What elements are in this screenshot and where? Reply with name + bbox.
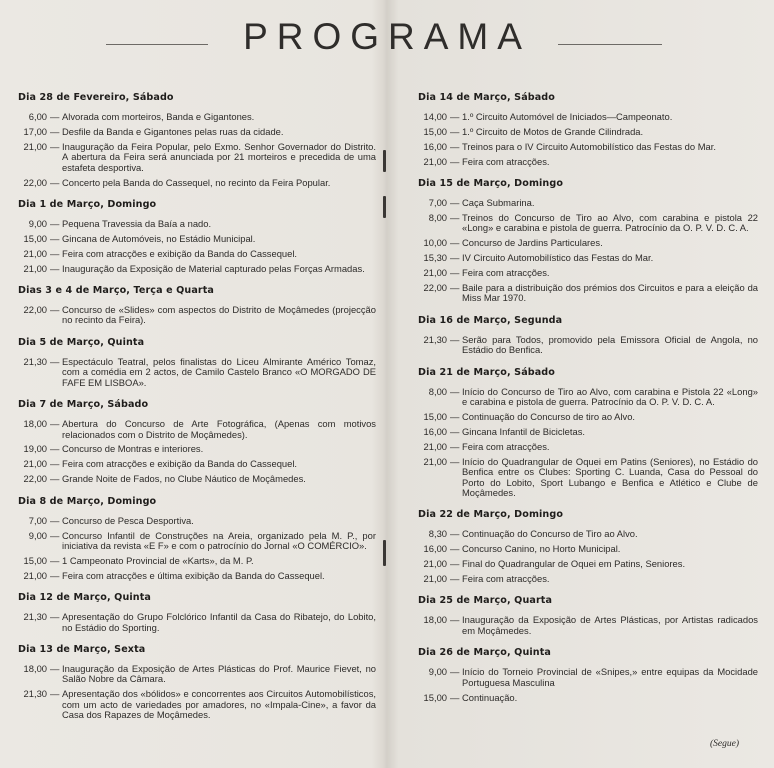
day-entries bbox=[18, 516, 376, 582]
schedule-entry bbox=[418, 574, 758, 584]
entry-time: 21,00 bbox=[23, 262, 47, 274]
entry-dash: — bbox=[50, 514, 60, 526]
schedule-entry bbox=[418, 387, 758, 408]
entry-time: 18,00 bbox=[423, 614, 447, 626]
entry-dash: — bbox=[50, 304, 60, 316]
day-heading: Dia 8 de Março, Domingo bbox=[18, 495, 157, 507]
entry-dash: — bbox=[50, 262, 60, 274]
entry-time: 8,00 bbox=[428, 385, 447, 397]
entry-time: 10,00 bbox=[423, 237, 447, 249]
entry-dash: — bbox=[50, 140, 60, 152]
schedule-entry bbox=[18, 419, 376, 440]
schedule-entry bbox=[18, 127, 376, 137]
day-entries bbox=[18, 612, 376, 633]
entry-text: Continuação do Concurso de Tiro ao Alvo. bbox=[462, 528, 638, 540]
day-heading: Dia 12 de Março, Quinta bbox=[18, 592, 151, 604]
day-entries bbox=[418, 387, 758, 499]
schedule-entry bbox=[18, 571, 376, 581]
day-entries bbox=[18, 357, 376, 388]
day-heading: Dias 3 e 4 de Março, Terça e Quarta bbox=[18, 285, 214, 297]
day-entries bbox=[418, 615, 758, 636]
schedule-entry bbox=[418, 427, 758, 437]
schedule-entry bbox=[18, 664, 376, 685]
entry-dash: — bbox=[450, 237, 460, 249]
day-entries bbox=[18, 112, 376, 188]
entry-text: Treinos para o IV Circuito Automobilístico das Festas do Mar. bbox=[462, 140, 716, 152]
entry-dash: — bbox=[450, 140, 460, 152]
entry-dash: — bbox=[450, 528, 460, 540]
entry-time: 15,00 bbox=[23, 232, 47, 244]
entry-text: Espectáculo Teatral, pelos finalistas do Liceu Almirante Américo Tomaz, com a comédia em 2 actos, de Camilo Castelo Branco «O MORGADO DE FAFE EM LISBOA». bbox=[62, 355, 376, 388]
entry-time: 21,00 bbox=[423, 267, 447, 279]
left-column bbox=[18, 92, 376, 732]
entry-text: Feira com atracções. bbox=[462, 155, 550, 167]
entry-text: Gincana Infantil de Bicicletas. bbox=[462, 425, 585, 437]
schedule-entry bbox=[18, 234, 376, 244]
entry-text: Treinos do Concurso de Tiro ao Alvo, com carabina e pistola 22 «Long» e carabina e pistola de guerra. Patrocínio da O. P. V. D. C. A. bbox=[462, 212, 758, 234]
schedule-entry bbox=[18, 112, 376, 122]
entry-text: Feira com atracções. bbox=[462, 440, 550, 452]
entry-dash: — bbox=[50, 662, 60, 674]
entry-time: 16,00 bbox=[423, 543, 447, 555]
entry-text: Continuação do Concurso de tiro ao Alvo. bbox=[462, 411, 636, 422]
entry-text: Continuação. bbox=[462, 691, 518, 703]
schedule-entry bbox=[418, 198, 758, 208]
entry-dash: — bbox=[50, 611, 60, 623]
entry-time: 15,00 bbox=[423, 125, 447, 137]
entry-time: 21,00 bbox=[423, 155, 447, 167]
page-title: PROGRAMA bbox=[243, 16, 531, 57]
entry-text: Inauguração da Exposição de Artes Plásticas, por Artistas radicados em Moçâmedes. bbox=[462, 614, 758, 636]
entry-time: 14,00 bbox=[423, 111, 447, 122]
schedule-entry bbox=[18, 556, 376, 566]
entry-time: 9,00 bbox=[28, 217, 47, 229]
entry-dash: — bbox=[50, 688, 60, 700]
entry-text: 1 Campeonato Provincial de «Karts», da M. P. bbox=[62, 554, 254, 566]
entry-dash: — bbox=[450, 440, 460, 452]
entry-time: 21,30 bbox=[23, 355, 47, 367]
schedule-entry bbox=[18, 357, 376, 388]
schedule-entry bbox=[418, 283, 758, 304]
entry-dash: — bbox=[450, 267, 460, 279]
entry-text: 1.º Circuito Automóvel de Iniciados—Campeonato. bbox=[462, 111, 673, 122]
schedule-entry bbox=[418, 412, 758, 422]
entry-text: Grande Noite de Fados, no Clube Náutico de Moçâmedes. bbox=[62, 473, 306, 485]
entry-time: 9,00 bbox=[428, 666, 447, 678]
entry-time: 21,30 bbox=[23, 611, 47, 623]
entry-text: Inauguração da Exposição de Material capturado pelas Forças Armadas. bbox=[62, 262, 365, 274]
entry-text: Concurso de Pesca Desportiva. bbox=[62, 514, 194, 526]
entry-dash: — bbox=[450, 614, 460, 626]
entry-time: 21,30 bbox=[23, 688, 47, 700]
staple-bottom bbox=[383, 540, 386, 566]
entry-text: Concurso de Montras e interiores. bbox=[62, 443, 204, 455]
entry-time: 22,00 bbox=[23, 473, 47, 485]
day-heading: Dia 13 de Março, Sexta bbox=[18, 643, 146, 655]
entry-dash: — bbox=[50, 569, 60, 581]
schedule-entry bbox=[18, 531, 376, 552]
schedule-entry bbox=[18, 444, 376, 454]
schedule-entry bbox=[18, 516, 376, 526]
entry-time: 21,00 bbox=[423, 440, 447, 452]
schedule-entry bbox=[418, 457, 758, 499]
entry-dash: — bbox=[50, 217, 60, 229]
entry-dash: — bbox=[50, 458, 60, 470]
day-heading: Dia 25 de Março, Quarta bbox=[418, 595, 553, 607]
entry-text: Inauguração da Exposição de Artes Plásticas do Prof. Maurice Fievet, no Salão Nobre da Câmara. bbox=[62, 662, 376, 685]
schedule-entry bbox=[18, 305, 376, 326]
entry-time: 7,00 bbox=[28, 514, 47, 526]
title-rule-left bbox=[106, 44, 208, 45]
entry-time: 22,00 bbox=[23, 176, 47, 188]
schedule-entry bbox=[418, 693, 758, 703]
entry-text: Feira com atracções e exibição da Banda do Cassequel. bbox=[62, 247, 298, 259]
day-entries bbox=[18, 305, 376, 326]
day-entries bbox=[418, 335, 758, 356]
day-entries bbox=[418, 667, 758, 703]
title-rule-right bbox=[558, 44, 662, 45]
schedule-entry bbox=[18, 612, 376, 633]
schedule-entry bbox=[18, 459, 376, 469]
entry-time: 8,30 bbox=[428, 528, 447, 540]
entry-dash: — bbox=[450, 411, 460, 422]
entry-text: Pequena Travessia da Baía a nado. bbox=[62, 217, 212, 229]
entry-text: Feira com atracções. bbox=[462, 573, 550, 585]
entry-text: Feira com atracções e última exibição da Banda do Cassequel. bbox=[62, 569, 325, 581]
entry-time: 18,00 bbox=[23, 418, 47, 430]
entry-time: 6,00 bbox=[28, 111, 47, 122]
entry-dash: — bbox=[50, 111, 60, 122]
entry-dash: — bbox=[450, 282, 460, 294]
entry-time: 16,00 bbox=[423, 140, 447, 152]
entry-text: Concurso de «Slides» com aspectos do Distrito de Moçâmedes (projecção no recinto da Feira). bbox=[62, 304, 376, 326]
right-column bbox=[418, 92, 758, 714]
entry-text: Início do Concurso de Tiro ao Alvo, com carabina e Pistola 22 «Long» e carabina e pistola de guerra. Patrocínio da O. P. V. D. C. A. bbox=[462, 385, 758, 408]
schedule-entry bbox=[18, 219, 376, 229]
entry-dash: — bbox=[50, 355, 60, 367]
entry-time: 21,00 bbox=[23, 458, 47, 470]
schedule-entry bbox=[18, 689, 376, 720]
schedule-entry bbox=[418, 238, 758, 248]
entry-dash: — bbox=[450, 691, 460, 703]
entry-dash: — bbox=[50, 529, 60, 541]
entry-text: Início do Torneio Provincial de «Snipes,» entre equipas da Mocidade Portuguesa Masculina bbox=[462, 666, 758, 688]
day-heading: Dia 1 de Março, Domingo bbox=[18, 198, 157, 210]
entry-dash: — bbox=[50, 125, 60, 137]
day-entries bbox=[18, 219, 376, 274]
entry-text: Desfile da Banda e Gigantones pelas ruas da cidade. bbox=[62, 125, 284, 137]
schedule-entry bbox=[18, 178, 376, 188]
entry-time: 22,00 bbox=[423, 282, 447, 294]
schedule-entry bbox=[418, 615, 758, 636]
schedule-entry bbox=[418, 667, 758, 688]
entry-text: Concerto pela Banda do Cassequel, no recinto da Feira Popular. bbox=[62, 176, 331, 188]
entry-time: 18,00 bbox=[23, 662, 47, 674]
entry-text: Feira com atracções. bbox=[462, 267, 550, 279]
day-heading: Dia 28 de Fevereiro, Sábado bbox=[18, 92, 174, 103]
schedule-entry bbox=[418, 529, 758, 539]
entry-dash: — bbox=[50, 232, 60, 244]
entry-time: 15,00 bbox=[423, 411, 447, 422]
entry-dash: — bbox=[450, 333, 460, 345]
schedule-entry bbox=[418, 142, 758, 152]
entry-time: 16,00 bbox=[423, 425, 447, 437]
entry-time: 21,00 bbox=[23, 247, 47, 259]
staple-middle bbox=[383, 196, 386, 218]
entry-dash: — bbox=[50, 418, 60, 430]
entry-text: 1.º Circuito de Motos de Grande Cilindrada. bbox=[462, 125, 644, 137]
continued-note: (Segue) bbox=[710, 739, 740, 749]
schedule-entry bbox=[418, 157, 758, 167]
day-heading: Dia 26 de Março, Quinta bbox=[418, 647, 551, 659]
entry-text: Concurso Infantil de Construções na Areia, organizado pela M. P., por iniciativa da revista «E F» e com o patrocínio do Jornal «O COMÉRCIO». bbox=[62, 529, 376, 551]
entry-text: Abertura do Concurso de Arte Fotográfica, (Apenas com motivos relacionados com o Distrito de Moçâmedes). bbox=[62, 418, 376, 440]
entry-dash: — bbox=[450, 252, 460, 264]
entry-time: 15,30 bbox=[423, 252, 447, 264]
entry-time: 21,00 bbox=[23, 140, 47, 152]
schedule-entry bbox=[18, 249, 376, 259]
entry-time: 19,00 bbox=[23, 443, 47, 455]
entry-time: 15,00 bbox=[23, 554, 47, 566]
entry-text: Caça Submarina. bbox=[462, 197, 535, 209]
entry-time: 21,30 bbox=[423, 333, 447, 345]
entry-time: 22,00 bbox=[23, 304, 47, 316]
entry-dash: — bbox=[450, 155, 460, 167]
staple-top bbox=[383, 150, 386, 172]
schedule-entry bbox=[418, 335, 758, 356]
day-entries bbox=[418, 198, 758, 304]
schedule-entry bbox=[418, 442, 758, 452]
entry-dash: — bbox=[450, 666, 460, 678]
day-entries bbox=[418, 112, 758, 167]
day-heading: Dia 21 de Março, Sábado bbox=[418, 366, 555, 378]
schedule-entry bbox=[418, 213, 758, 234]
day-entries bbox=[418, 529, 758, 584]
entry-text: Início do Quadrangular de Oquei em Patins (Seniores), no Estádio do Benfica entre os Clubes: Sporting C. Luanda, Casa do Pessoal do Porto do Lobito, Sport Lubango e Benfica e Atlético e Clube de Moçâmedes. bbox=[462, 455, 758, 498]
schedule-entry bbox=[418, 253, 758, 263]
entry-dash: — bbox=[50, 176, 60, 188]
day-entries bbox=[18, 419, 376, 485]
entry-dash: — bbox=[50, 473, 60, 485]
entry-dash: — bbox=[450, 385, 460, 397]
entry-time: 21,00 bbox=[423, 558, 447, 570]
entry-dash: — bbox=[450, 125, 460, 137]
entry-text: IV Circuito Automobilístico das Festas do Mar. bbox=[462, 252, 654, 264]
entry-text: Concurso Canino, no Horto Municipal. bbox=[462, 543, 621, 555]
entry-text: Feira com atracções e exibição da Banda do Cassequel. bbox=[62, 458, 298, 470]
entry-time: 17,00 bbox=[23, 125, 47, 137]
entry-text: Concurso de Jardins Particulares. bbox=[462, 237, 603, 249]
entry-text: Alvorada com morteiros, Banda e Gigantones. bbox=[62, 111, 255, 122]
day-entries bbox=[18, 664, 376, 721]
entry-dash: — bbox=[450, 425, 460, 437]
entry-time: 21,00 bbox=[423, 573, 447, 585]
entry-dash: — bbox=[450, 212, 460, 224]
schedule-entry bbox=[418, 559, 758, 569]
entry-text: Apresentação do Grupo Folclórico Infantil da Casa do Ribatejo, do Lobito, no Estádio do Sporting. bbox=[62, 611, 376, 633]
entry-dash: — bbox=[450, 111, 460, 122]
entry-time: 9,00 bbox=[28, 529, 47, 541]
entry-text: Apresentação dos «bólidos» e concorrentes aos Circuitos Automobilísticos, com um acto de variedades por amadores, no «Impala-Cine», a favor da Casa dos Rapazes de Moçâmedes. bbox=[62, 688, 376, 721]
entry-text: Baile para a distribuição dos prémios dos Circuitos e para a eleição da Miss Mar 1970. bbox=[462, 282, 758, 304]
schedule-entry bbox=[418, 112, 758, 122]
entry-text: Serão para Todos, promovido pela Emissora Oficial de Angola, no Estádio do Benfica. bbox=[462, 333, 758, 356]
schedule-entry bbox=[18, 264, 376, 274]
entry-text: Final do Quadrangular de Oquei em Patins, Seniores. bbox=[462, 558, 686, 570]
schedule-entry bbox=[418, 127, 758, 137]
entry-dash: — bbox=[450, 573, 460, 585]
entry-dash: — bbox=[450, 543, 460, 555]
schedule-entry bbox=[18, 142, 376, 173]
day-heading: Dia 16 de Março, Segunda bbox=[418, 314, 563, 326]
schedule-entry bbox=[18, 474, 376, 484]
entry-time: 8,00 bbox=[428, 212, 447, 224]
entry-time: 21,00 bbox=[23, 569, 47, 581]
day-heading: Dia 14 de Março, Sábado bbox=[418, 92, 555, 103]
entry-dash: — bbox=[450, 455, 460, 467]
entry-dash: — bbox=[50, 247, 60, 259]
entry-time: 21,00 bbox=[423, 455, 447, 467]
day-heading: Dia 7 de Março, Sábado bbox=[18, 399, 149, 411]
entry-dash: — bbox=[50, 443, 60, 455]
entry-text: Gincana de Automóveis, no Estádio Municipal. bbox=[62, 232, 256, 244]
entry-dash: — bbox=[450, 197, 460, 209]
entry-dash: — bbox=[50, 554, 60, 566]
entry-time: 15,00 bbox=[423, 691, 447, 703]
entry-text: Inauguração da Feira Popular, pelo Exmo. Senhor Governador do Distrito. A abertura da Feira será anunciada por 21 morteiros e precedida de uma estafeta desportiva. bbox=[62, 140, 376, 173]
entry-time: 7,00 bbox=[428, 197, 447, 209]
day-heading: Dia 15 de Março, Domingo bbox=[418, 178, 564, 190]
schedule-entry bbox=[418, 544, 758, 554]
entry-dash: — bbox=[450, 558, 460, 570]
day-heading: Dia 22 de Março, Domingo bbox=[418, 509, 564, 521]
day-heading: Dia 5 de Março, Quinta bbox=[18, 336, 145, 348]
schedule-entry bbox=[418, 268, 758, 278]
